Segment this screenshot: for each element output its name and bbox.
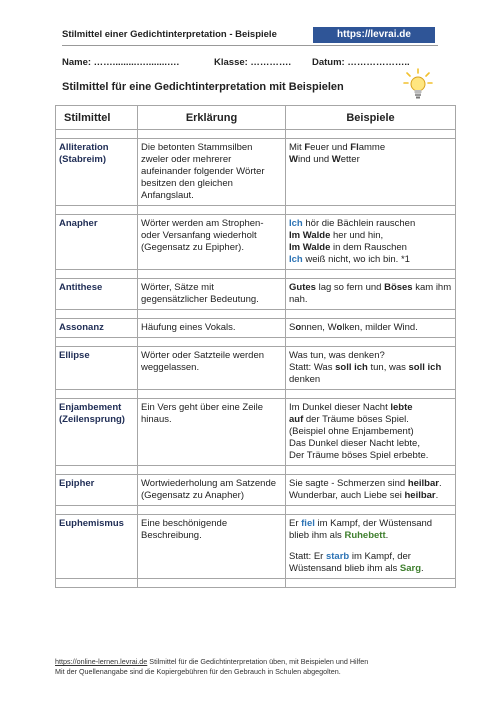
- example-euphemismus: [286, 515, 456, 579]
- example-segment: Im Walde: [289, 230, 331, 241]
- example-segment: Statt: Er: [289, 551, 326, 562]
- table-header-row: [56, 106, 456, 130]
- term-alliteration: Alliteration (Stabreim): [56, 139, 138, 206]
- example-line: [289, 142, 452, 154]
- example-line: [289, 450, 452, 462]
- example-line: [289, 362, 452, 386]
- example-line: [289, 322, 452, 334]
- example-line: [289, 254, 452, 266]
- lightbulb-icon: [403, 68, 433, 104]
- example-segment: der Träume böses Spiel.: [303, 414, 409, 425]
- example-segment: im Kampf, der Wüstensand: [314, 518, 433, 529]
- page-heading: Stilmittel für eine Gedichtinterpretation mit Beispielen: [62, 81, 344, 93]
- example-segment: weiß nicht, wo ich bin. *1: [302, 254, 410, 265]
- example-segment: Was tun, was denken?: [289, 350, 385, 361]
- example-line: [289, 350, 452, 362]
- explanation-epipher: Wortwiederholung am Satzende (Gegensatz zu Anapher): [138, 475, 286, 506]
- example-segment: lag so fern und: [315, 282, 385, 293]
- stilmittel-table: [55, 105, 456, 588]
- table-row: [56, 215, 456, 270]
- example-segment: starb: [325, 551, 350, 562]
- example-line: [289, 542, 452, 551]
- example-segment: soll ich: [408, 362, 442, 373]
- footer: [55, 657, 475, 677]
- table-row: [56, 319, 456, 338]
- table-row: [56, 515, 456, 579]
- term-anapher: Anapher: [56, 215, 138, 270]
- explanation-antithese: Wörter, Sätze mit gegensätzlicher Bedeutung.: [138, 279, 286, 310]
- date-field: Datum: ………………..: [312, 57, 410, 68]
- explanation-ellipse: Wörter oder Satzteile werden weggelassen.: [138, 347, 286, 390]
- spacer-row: [56, 466, 456, 475]
- term-ellipse: Ellipse: [56, 347, 138, 390]
- example-segment: amme: [358, 142, 386, 153]
- worksheet-title: Stilmittel einer Gedichtinterpretation - Beispiele: [62, 29, 277, 40]
- example-segment: blieb ihm als: [289, 530, 345, 541]
- example-segment: Wüstensand blieb ihm als: [289, 563, 400, 574]
- table-row: [56, 399, 456, 466]
- explanation-assonanz: Häufung eines Vokals.: [138, 319, 286, 338]
- example-segment: Der Träume böses Spiel erbebte.: [289, 450, 429, 461]
- example-segment: Er: [289, 518, 302, 529]
- example-segment: im Kampf, der: [349, 551, 411, 562]
- term-epipher: Epipher: [56, 475, 138, 506]
- example-segment: Gutes: [289, 282, 316, 293]
- example-segment: heilbar: [404, 490, 436, 501]
- table-row: [56, 279, 456, 310]
- example-line: [289, 230, 452, 242]
- example-segment: o: [295, 322, 302, 333]
- example-line: [289, 218, 452, 230]
- name-field: Name: …….........…........….: [62, 57, 180, 68]
- example-segment: nnen, W: [301, 322, 337, 333]
- spacer-row: [56, 270, 456, 279]
- example-segment: euer und: [310, 142, 351, 153]
- example-segment: fiel: [301, 518, 315, 529]
- example-segment: tun, was: [367, 362, 409, 373]
- example-segment: lebte: [390, 402, 413, 413]
- example-segment: .: [421, 563, 424, 574]
- example-segment: hör die Bächlein rauschen: [302, 218, 416, 229]
- example-line: [289, 242, 452, 254]
- example-enjambement: [286, 399, 456, 466]
- term-assonanz: Assonanz: [56, 319, 138, 338]
- spacer-row: [56, 338, 456, 347]
- spacer-row: [56, 506, 456, 515]
- example-segment: denken: [289, 374, 321, 385]
- example-line: [289, 551, 452, 563]
- example-segment: Ruhebett: [344, 530, 386, 541]
- example-segment: auf: [289, 414, 304, 425]
- footer-text-1: Stilmittel für die Gedichtinterpretation üben, mit Beispielen und Hilfen: [147, 657, 369, 666]
- example-segment: Im Dunkel dieser Nacht: [289, 402, 391, 413]
- explanation-euphemismus: Eine beschönigende Beschreibung.: [138, 515, 286, 579]
- example-segment: Mit: [289, 142, 305, 153]
- example-line: [289, 426, 452, 438]
- term-enjambement: Enjambement (Zeilensprung): [56, 399, 138, 466]
- example-segment: Ich: [289, 254, 303, 265]
- table-row: [56, 347, 456, 390]
- term-antithese: Antithese: [56, 279, 138, 310]
- example-line: [289, 490, 452, 502]
- spacer-row: [56, 310, 456, 319]
- example-segment: (Beispiel ohne Enjambement): [289, 426, 414, 437]
- table-row: [56, 475, 456, 506]
- col-header-erklaerung: Erklärung: [138, 106, 286, 130]
- example-segment: W: [331, 154, 341, 165]
- spacer-row: [56, 130, 456, 139]
- example-segment: S: [289, 322, 296, 333]
- example-segment: Statt: Was: [289, 362, 336, 373]
- example-segment: Ich: [289, 218, 303, 229]
- example-segment: her und hin,: [330, 230, 384, 241]
- example-segment: kam ihm nah.: [289, 282, 452, 305]
- example-line: [289, 282, 452, 306]
- spacer-row: [56, 206, 456, 215]
- table-row: [56, 139, 456, 206]
- class-field: Klasse: ………….: [214, 57, 292, 68]
- example-segment: Im Walde: [289, 242, 331, 253]
- example-segment: Böses: [384, 282, 413, 293]
- example-line: [289, 530, 452, 542]
- spacer-row: [56, 579, 456, 588]
- explanation-alliteration: Die betonten Stammsilben zweler oder mehrerer aufeinander folgender Wörter besitzen den gleichen Anfangslaut.: [138, 139, 286, 206]
- header-divider: [62, 45, 438, 46]
- footer-text-2: Mit der Quellenangabe sind die Kopiergebühren für den Gebrauch in Schulen abgegolten.: [55, 667, 341, 676]
- spacer-row: [56, 390, 456, 399]
- example-segment: Sarg: [399, 563, 422, 574]
- example-segment: soll ich: [335, 362, 368, 373]
- example-line: [289, 402, 452, 414]
- example-segment: etter: [340, 154, 360, 165]
- example-segment: lken, milder Wind.: [342, 322, 418, 333]
- example-ellipse: [286, 347, 456, 390]
- example-segment: F: [304, 142, 311, 153]
- explanation-enjambement: Ein Vers geht über eine Zeile hinaus.: [138, 399, 286, 466]
- example-segment: in dem Rauschen: [330, 242, 407, 253]
- example-segment: Das Dunkel dieser Nacht lebte,: [289, 438, 420, 449]
- example-line: [289, 414, 452, 426]
- col-header-beispiele: Beispiele: [286, 106, 456, 130]
- example-segment: .: [435, 490, 439, 501]
- example-segment: Fl: [350, 142, 359, 153]
- example-line: [289, 438, 452, 450]
- example-segment: Wunderbar, auch Liebe sei: [289, 490, 405, 501]
- example-line: [289, 478, 452, 490]
- example-line: [289, 563, 452, 575]
- example-segment: heilbar: [407, 478, 439, 489]
- example-segment: W: [289, 154, 298, 165]
- footer-link[interactable]: https://online-lernen.levrai.de: [55, 657, 148, 666]
- example-anapher: [286, 215, 456, 270]
- example-epipher: [286, 475, 456, 506]
- example-segment: o: [336, 322, 343, 333]
- example-segment: ind und: [297, 154, 332, 165]
- site-url-badge[interactable]: https://levrai.de: [313, 27, 435, 43]
- example-line: [289, 154, 452, 166]
- example-antithese: [286, 279, 456, 310]
- explanation-anapher: Wörter werden am Strophen- oder Versanfang wiederholt (Gegensatz zu Epipher).: [138, 215, 286, 270]
- col-header-stilmittel: Stilmittel: [56, 106, 138, 130]
- example-segment: .: [438, 478, 442, 489]
- example-alliteration: [286, 139, 456, 206]
- example-segment: Sie sagte - Schmerzen sind: [289, 478, 408, 489]
- example-segment: .: [385, 530, 389, 541]
- term-euphemismus: Euphemismus: [56, 515, 138, 579]
- example-line: [289, 518, 452, 530]
- example-assonanz: [286, 319, 456, 338]
